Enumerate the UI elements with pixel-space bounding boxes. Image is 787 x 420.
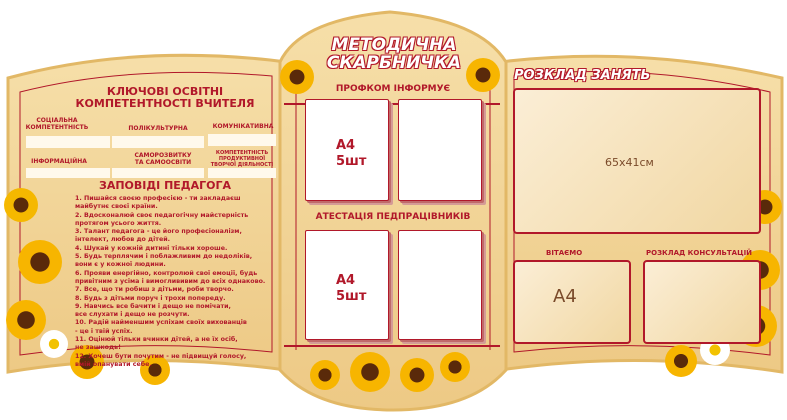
- competency-communicative: [208, 123, 278, 130]
- competency-social: [22, 117, 92, 131]
- competency-self-development: [118, 152, 208, 166]
- sunflower-icon: [440, 352, 470, 382]
- rule-line: 2. Вдосконалюй своє педагогічну майстерність: [75, 211, 249, 219]
- rules-list: [75, 195, 275, 369]
- rule-line: вмій опанувати себе.: [75, 360, 152, 368]
- rule-line: вони є у кожної людини.: [75, 261, 166, 269]
- rule-line: 1. Пишайся своєю професією - ти закладаєш: [75, 195, 241, 202]
- sunflower-icon: [6, 300, 46, 340]
- schedule-title: РОЗКЛАД ЗАНЯТЬ: [514, 68, 651, 83]
- rule-line: інтелект, любов до дітей.: [75, 236, 171, 244]
- consultations-panel[interactable]: [643, 260, 761, 344]
- competency-label: КОМПЕТЕНТНІСТЬ: [25, 124, 89, 131]
- rule-line: все слухати і дещо не розчути.: [75, 311, 190, 319]
- greeting-panel[interactable]: [513, 260, 631, 344]
- rule-line: привітним з усіма і вимоглививим до всіх однаково.: [75, 277, 266, 285]
- sunflower-icon: [665, 345, 697, 377]
- rule-line: протягом усього життя.: [75, 219, 162, 227]
- pocket-count: 5шт: [336, 289, 367, 304]
- competency-multicultural: [118, 125, 198, 132]
- competency-text-strip: [208, 134, 276, 146]
- rule-line: 4. Шукай у кожній дитині тільки хороше.: [75, 244, 228, 252]
- rule-line: 12. Хочеш бути почутим - не підвищуй голосу,: [75, 352, 247, 360]
- competency-creative: [208, 150, 276, 168]
- competency-label: ПОЛІКУЛЬТУРНА: [128, 125, 188, 132]
- pocket-count: 5шт: [336, 154, 367, 169]
- competency-label: ІНФОРМАЦІЙНА: [31, 158, 87, 165]
- rule-line: 11. Оцінюй тільки вчинки дітей, а не їх осіб,: [75, 336, 238, 344]
- competency-informational: [24, 158, 94, 165]
- competency-text-strip: [112, 136, 204, 148]
- rule-line: 8. Будь з дітьми поруч і трохи попереду.: [75, 294, 226, 302]
- greeting-label: ВІТАЄМО: [546, 249, 583, 257]
- competency-label: КОМПЕТЕНТНІСТЬ: [215, 150, 269, 156]
- rule-line: 6. Прояви енергійно, контролюй свої емоції, будь: [75, 269, 258, 277]
- schedule-size: 65х41см: [605, 156, 654, 169]
- competency-text-strip: [26, 136, 110, 148]
- sunflower-icon: [310, 360, 340, 390]
- rule-line: 5. Будь терплячим і поблажливим до недоліків,: [75, 253, 253, 261]
- rule-line: 10. Радій найменшим успіхам своїх вихованців: [75, 319, 247, 327]
- competency-label: СОЦІАЛЬНА: [36, 117, 78, 124]
- pocket-size: А4: [336, 138, 356, 153]
- center-title-line2: СКАРБНИЧКА: [326, 53, 462, 73]
- rules-title: ЗАПОВІДІ ПЕДАГОГА: [99, 179, 231, 192]
- section-trade-union: ПРОФКОМ ІНФОРМУЄ: [335, 84, 451, 94]
- rule-line: - це і твій успіх.: [75, 327, 133, 335]
- rule-line: 7. Все, що ти робиш з дітьми, роби творчо.: [75, 286, 234, 294]
- document-pocket[interactable]: [305, 99, 389, 201]
- sunflower-icon: [4, 188, 38, 222]
- schedule-panel[interactable]: [513, 88, 761, 234]
- competency-label: ТА САМООСВІТИ: [134, 159, 192, 166]
- competency-text-strip: [26, 168, 110, 178]
- rule-line: 3. Талант педагога - це його професіоналізм,: [75, 228, 242, 236]
- sunflower-icon: [18, 240, 62, 284]
- rule-line: майбутнє своєї країни.: [75, 203, 158, 211]
- competencies-title: [60, 86, 270, 110]
- section-attestation: АТЕСТАЦІЯ ПЕДПРАЦІВНИКІВ: [315, 212, 471, 222]
- greeting-size: А4: [553, 286, 577, 307]
- document-pocket[interactable]: [398, 99, 482, 201]
- competency-text-strip: [208, 168, 276, 178]
- pocket-size: А4: [336, 273, 356, 288]
- competencies-title-line1: КЛЮЧОВІ ОСВІТНІ: [106, 85, 224, 98]
- daisy-icon: [40, 330, 68, 358]
- document-pocket[interactable]: [398, 230, 482, 340]
- center-title-line1: МЕТОДИЧНА: [331, 35, 457, 55]
- competency-label: ПРОДУКТИВНОЇ ТВОРЧОЇ ДІЯЛЬНОСТІ: [210, 156, 274, 168]
- competencies-title-line2: КОМПЕТЕНТНОСТІ ВЧИТЕЛЯ: [75, 97, 255, 110]
- center-title: [322, 36, 466, 72]
- document-pocket[interactable]: [305, 230, 389, 340]
- sunflower-icon: [350, 352, 390, 392]
- consultations-label: РОЗКЛАД КОНСУЛЬТАЦІЙ: [646, 249, 753, 257]
- rule-line: 9. Навчись все бачити і дещо не помічати,: [75, 302, 231, 310]
- competency-label: КОМУНІКАТИВНА: [212, 123, 274, 130]
- rule-line: не зашкодь!: [75, 344, 121, 352]
- sunflower-icon: [400, 358, 434, 392]
- competency-label: САМОРОЗВИТКУ: [134, 152, 192, 159]
- competency-text-strip: [112, 168, 204, 178]
